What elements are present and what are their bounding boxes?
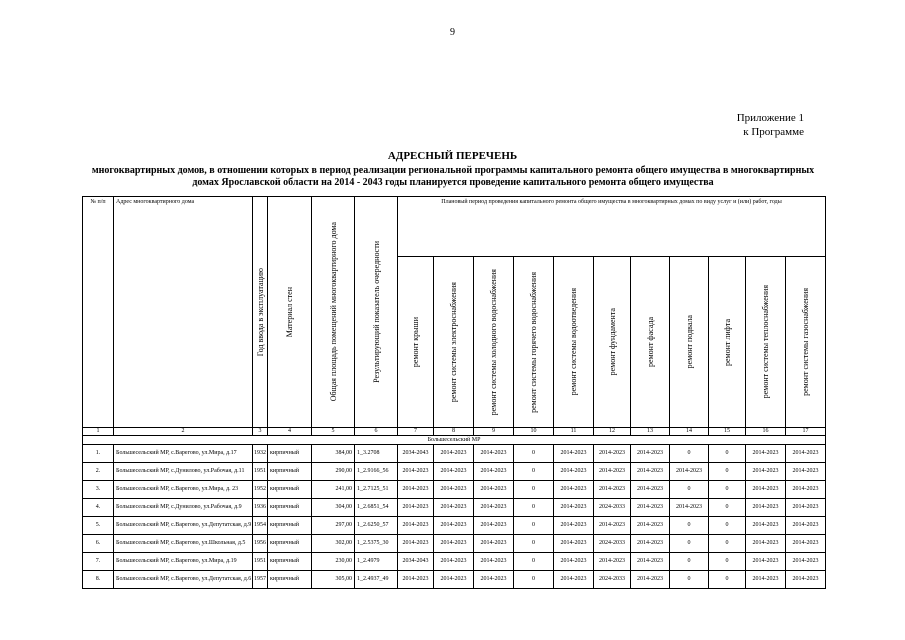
column-number: 3	[253, 428, 268, 436]
row-work-period: 2014-2023	[786, 445, 826, 463]
row-work-period: 2014-2023	[398, 463, 434, 481]
region-row: Большесельский МР	[83, 436, 826, 445]
column-number: 9	[474, 428, 514, 436]
header-area	[312, 197, 355, 428]
row-indicator: 1_2.5375_30	[355, 535, 398, 553]
header-work-4	[514, 257, 554, 428]
row-work-period: 2014-2023	[786, 517, 826, 535]
header-material-text: Материал стен	[285, 286, 294, 338]
row-work-period: 2014-2023	[746, 517, 786, 535]
column-number: 15	[709, 428, 746, 436]
header-year-text: Год ввода в эксплуатацию	[255, 267, 265, 357]
row-address: Большесельский МР, с.Дунилово, ул.Рабочая, д.9	[114, 499, 253, 517]
row-area: 230,00	[312, 553, 355, 571]
row-area: 302,00	[312, 535, 355, 553]
column-number: 12	[594, 428, 631, 436]
column-number: 5	[312, 428, 355, 436]
header-work-text: ремонт подвала	[684, 315, 694, 369]
table-row	[83, 571, 826, 589]
column-number: 13	[631, 428, 670, 436]
row-area: 290,00	[312, 463, 355, 481]
table-row	[83, 517, 826, 535]
row-work-period: 2034-2043	[398, 445, 434, 463]
row-work-period: 2014-2023	[554, 535, 594, 553]
table-row	[83, 463, 826, 481]
row-work-period: 2014-2023	[554, 553, 594, 571]
row-work-period: 2014-2023	[631, 499, 670, 517]
row-work-period: 2014-2023	[786, 553, 826, 571]
header-work-2	[434, 257, 474, 428]
row-work-period: 2014-2023	[398, 571, 434, 589]
row-work-period: 2014-2023	[594, 517, 631, 535]
row-work-period: 2014-2023	[398, 535, 434, 553]
row-year: 1932	[253, 445, 268, 463]
row-work-period: 2014-2023	[434, 553, 474, 571]
document-subtitle: многоквартирных домов, в отношении которых в период реализации региональной программы капитального ремонта общего имущества в многоквартирных домах Ярославской области на 2014 - 2043 годы планируется проведение капитального ремонта общего имущества	[91, 165, 815, 188]
row-work-period: 2014-2023	[786, 571, 826, 589]
header-work-text: ремонт системы газоснабжения	[801, 288, 810, 396]
row-work-period: 0	[709, 463, 746, 481]
header-work-7	[631, 257, 670, 428]
row-work-period: 2014-2023	[631, 517, 670, 535]
column-number: 7	[398, 428, 434, 436]
header-work-1	[398, 257, 434, 428]
row-work-period: 2014-2023	[746, 499, 786, 517]
row-address: Большесельский МР, с.Варегово, ул.Мира, д.17	[114, 445, 253, 463]
row-work-period: 0	[514, 535, 554, 553]
row-work-period: 2014-2023	[434, 517, 474, 535]
header-num: № п/п	[83, 197, 114, 428]
row-material: кирпичный	[268, 499, 312, 517]
row-work-period: 2014-2023	[670, 463, 709, 481]
row-work-period: 0	[514, 517, 554, 535]
table-row	[83, 481, 826, 499]
header-work-text: ремонт крыши	[411, 316, 420, 368]
row-work-period: 0	[670, 571, 709, 589]
row-number: 2.	[83, 463, 114, 481]
document-title: АДРЕСНЫЙ ПЕРЕЧЕНЬ	[387, 150, 518, 162]
row-work-period: 2024-2033	[594, 535, 631, 553]
header-work-5	[554, 257, 594, 428]
row-work-period: 2014-2023	[670, 499, 709, 517]
row-work-period: 0	[709, 517, 746, 535]
header-work-text: ремонт фасада	[645, 317, 655, 367]
row-work-period: 0	[514, 499, 554, 517]
column-number: 2	[114, 428, 253, 436]
row-work-period: 0	[514, 481, 554, 499]
header-work-10	[746, 257, 786, 428]
row-number: 4.	[83, 499, 114, 517]
row-work-period: 2014-2023	[746, 481, 786, 499]
header-work-6	[594, 257, 631, 428]
row-work-period: 0	[670, 517, 709, 535]
column-number: 10	[514, 428, 554, 436]
row-work-period: 0	[514, 445, 554, 463]
row-number: 6.	[83, 535, 114, 553]
row-work-period: 0	[670, 445, 709, 463]
row-work-period: 2014-2023	[746, 445, 786, 463]
header-indicator-text: Результирующий показатель очередности	[371, 241, 381, 383]
row-work-period: 2014-2023	[631, 445, 670, 463]
header-work-9	[709, 257, 746, 428]
row-work-period: 0	[514, 553, 554, 571]
row-work-period: 2034-2043	[398, 553, 434, 571]
row-material: кирпичный	[268, 463, 312, 481]
row-work-period: 0	[670, 553, 709, 571]
row-work-period: 2014-2023	[434, 481, 474, 499]
table-row	[83, 553, 826, 571]
row-work-period: 2014-2023	[631, 571, 670, 589]
header-work-text: ремонт лифта	[722, 318, 732, 366]
row-number: 7.	[83, 553, 114, 571]
row-work-period: 2014-2023	[554, 499, 594, 517]
table-row	[83, 535, 826, 553]
row-work-period: 2014-2023	[746, 535, 786, 553]
row-material: кирпичный	[268, 517, 312, 535]
row-work-period: 2024-2033	[594, 571, 631, 589]
row-year: 1956	[253, 535, 268, 553]
row-indicator: 1_2.9166_56	[355, 463, 398, 481]
column-number: 1	[83, 428, 114, 436]
row-area: 384,00	[312, 445, 355, 463]
row-work-period: 2014-2023	[474, 553, 514, 571]
appendix-label	[737, 111, 804, 139]
row-work-period: 0	[709, 481, 746, 499]
header-material	[268, 197, 312, 428]
row-work-period: 2014-2023	[594, 463, 631, 481]
row-work-period: 2024-2033	[594, 499, 631, 517]
row-work-period: 2014-2023	[746, 553, 786, 571]
row-year: 1951	[253, 463, 268, 481]
row-work-period: 2014-2023	[554, 517, 594, 535]
row-year: 1951	[253, 553, 268, 571]
header-indicator	[355, 197, 398, 428]
row-address: Большесельский МР, с.Варегово, ул.Депутатская, д.6	[114, 571, 253, 589]
row-work-period: 2014-2023	[434, 535, 474, 553]
row-work-period: 0	[514, 463, 554, 481]
row-work-period: 2014-2023	[474, 571, 514, 589]
row-work-period: 2014-2023	[594, 553, 631, 571]
row-indicator: 1_2.6250_57	[355, 517, 398, 535]
row-work-period: 2014-2023	[474, 517, 514, 535]
row-year: 1957	[253, 571, 268, 589]
row-work-period: 2014-2023	[434, 499, 474, 517]
row-number: 5.	[83, 517, 114, 535]
row-work-period: 2014-2023	[434, 571, 474, 589]
row-work-period: 2014-2023	[631, 481, 670, 499]
row-work-period: 2014-2023	[398, 517, 434, 535]
row-address: Большесельский МР, с.Варегово, ул.Мира, д. 23	[114, 481, 253, 499]
row-address: Большесельский МР, с.Варегово, ул.Мира, д.19	[114, 553, 253, 571]
row-work-period: 2014-2023	[746, 463, 786, 481]
row-material: кирпичный	[268, 553, 312, 571]
row-work-period: 2014-2023	[554, 445, 594, 463]
header-planned-period: Плановый период проведения капитального ремонта общего имущества в многоквартирных домах по виду услуг и (или) работ, годы	[398, 197, 826, 257]
row-address: Большесельский МР, с.Варегово, ул.Депутатская, д.9	[114, 517, 253, 535]
row-work-period: 0	[670, 481, 709, 499]
header-area-text: Общая площадь помещений многоквартирного дома	[328, 222, 338, 402]
row-address: Большесельский МР, с.Варегово, ул.Школьная, д.5	[114, 535, 253, 553]
appendix-line-1: Приложение 1	[736, 112, 804, 124]
row-work-period: 2014-2023	[594, 481, 631, 499]
row-work-period: 2014-2023	[554, 463, 594, 481]
header-work-text: ремонт фундамента	[607, 308, 617, 376]
row-work-period: 2014-2023	[398, 499, 434, 517]
row-work-period: 0	[709, 499, 746, 517]
row-work-period: 2014-2023	[554, 571, 594, 589]
column-number: 11	[554, 428, 594, 436]
table-row	[83, 445, 826, 463]
row-work-period: 2014-2023	[786, 481, 826, 499]
page-number: 9	[450, 27, 455, 38]
row-work-period: 0	[670, 535, 709, 553]
row-work-period: 0	[709, 571, 746, 589]
row-work-period: 2014-2023	[631, 535, 670, 553]
row-indicator: 1_2.4979	[355, 553, 398, 571]
row-work-period: 2014-2023	[434, 445, 474, 463]
row-material: кирпичный	[268, 535, 312, 553]
row-work-period: 2014-2023	[474, 535, 514, 553]
row-work-period: 2014-2023	[474, 463, 514, 481]
header-work-11	[786, 257, 826, 428]
header-work-text: ремонт системы холодного водоснабжения	[489, 268, 498, 416]
header-work-text: ремонт системы водоотведения	[569, 288, 578, 396]
row-area: 304,00	[312, 499, 355, 517]
header-year	[253, 197, 268, 428]
row-work-period: 2014-2023	[474, 445, 514, 463]
header-work-text: ремонт системы электроснабжения	[449, 281, 458, 403]
row-work-period: 2014-2023	[554, 481, 594, 499]
header-work-3	[474, 257, 514, 428]
row-work-period: 2014-2023	[434, 463, 474, 481]
row-work-period: 0	[709, 553, 746, 571]
row-work-period: 2014-2023	[786, 535, 826, 553]
row-work-period: 2014-2023	[631, 553, 670, 571]
row-work-period: 0	[709, 445, 746, 463]
row-number: 8.	[83, 571, 114, 589]
column-number: 17	[786, 428, 826, 436]
row-indicator: 1_2.6851_54	[355, 499, 398, 517]
header-work-8	[670, 257, 709, 428]
row-indicator: 1_2.7125_51	[355, 481, 398, 499]
header-work-text: ремонт системы горячего водоснабжения	[529, 271, 538, 413]
column-number: 14	[670, 428, 709, 436]
column-number: 8	[434, 428, 474, 436]
row-number: 1.	[83, 445, 114, 463]
row-work-period: 0	[709, 535, 746, 553]
row-work-period: 2014-2023	[398, 481, 434, 499]
table-row	[83, 499, 826, 517]
row-material: кирпичный	[268, 445, 312, 463]
column-number: 16	[746, 428, 786, 436]
row-address: Большесельский МР, с.Дунилово, ул.Рабочая, д.11	[114, 463, 253, 481]
row-indicator: 1_3.2708	[355, 445, 398, 463]
row-work-period: 2014-2023	[746, 571, 786, 589]
row-area: 297,00	[312, 517, 355, 535]
header-work-text: ремонт системы теплоснабжения	[761, 285, 770, 399]
address-list-table	[82, 196, 826, 589]
row-number: 3.	[83, 481, 114, 499]
header-address: Адрес многоквартирного дома	[114, 197, 253, 428]
column-number: 4	[268, 428, 312, 436]
row-material: кирпичный	[268, 481, 312, 499]
row-work-period: 2014-2023	[474, 481, 514, 499]
row-work-period: 2014-2023	[631, 463, 670, 481]
column-number: 6	[355, 428, 398, 436]
appendix-line-2: к Программе	[743, 126, 804, 138]
row-area: 241,00	[312, 481, 355, 499]
row-work-period: 2014-2023	[474, 499, 514, 517]
row-work-period: 2014-2023	[786, 499, 826, 517]
row-year: 1936	[253, 499, 268, 517]
row-material: кирпичный	[268, 571, 312, 589]
row-year: 1952	[253, 481, 268, 499]
row-area: 305,00	[312, 571, 355, 589]
row-work-period: 2014-2023	[594, 445, 631, 463]
row-work-period: 0	[514, 571, 554, 589]
row-indicator: 1_2.4937_49	[355, 571, 398, 589]
row-work-period: 2014-2023	[786, 463, 826, 481]
row-year: 1954	[253, 517, 268, 535]
